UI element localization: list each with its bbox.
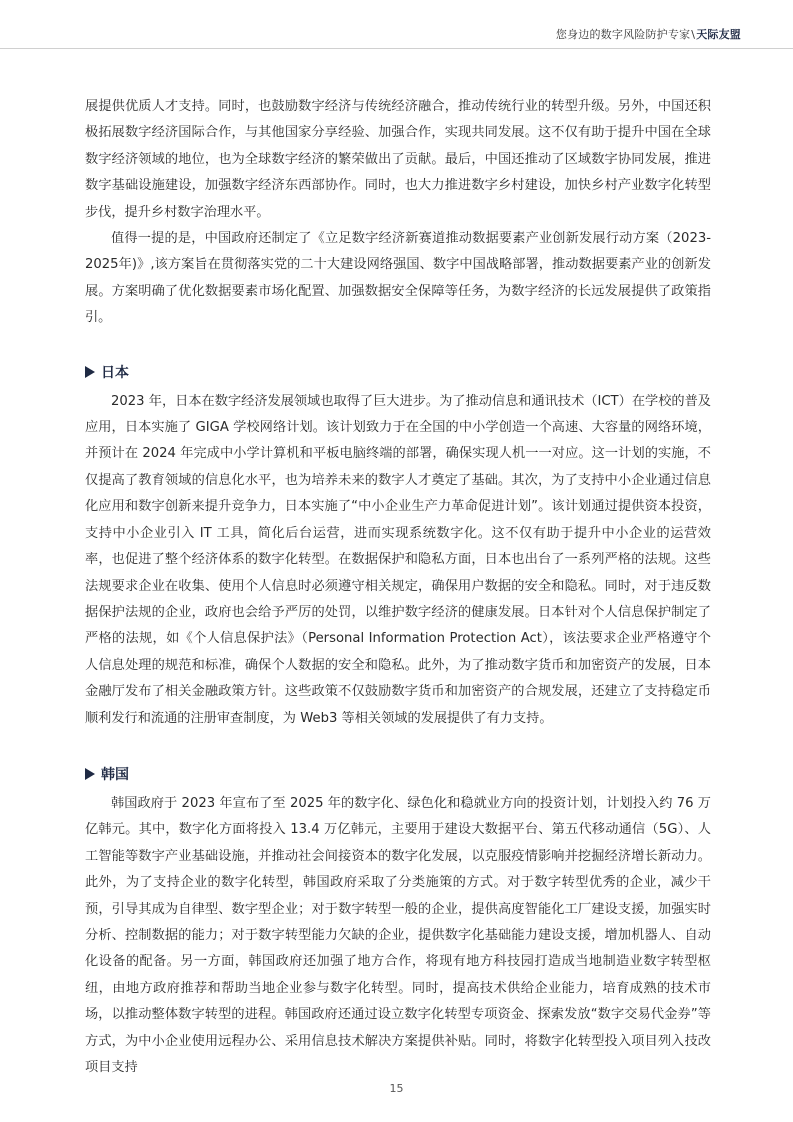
paragraph-china-continued: 展提供优质人才支持。同时，也鼓励数字经济与传统经济融合，推动传统行业的转型升级。另外，中国还积极拓展数字经济国际合作，与其他国家分享经验、加强合作，实现共同发展。这不仅有助于提升中国在全球数字经济领域的地位，也为全球数字经济的繁荣做出了贡献。最后，中国还推动了区域数字协同发展，推进数字基础设施建设，加强数字经济东西部协作。同时，也大力推进数字乡村建设，加快乡村产业数字化转型步伐，提升乡村数字治理水平。 bbox=[85, 99, 711, 220]
header-tagline: 您身边的数字风险防护专家 bbox=[555, 28, 691, 41]
page-number: 15 bbox=[389, 1082, 404, 1095]
section-heading-japan bbox=[85, 360, 711, 386]
paragraph-korea: 韩国政府于 2023 年宣布了至 2025 年的数字化、绿色化和稳就业方向的投资计划，计划投入约 76 万亿韩元。其中，数字化方面将投入 13.4 万亿韩元，主要用于建设大数据平台、第五代移动通信（5G）、人工智能等数字产业基础设施，并推动社会间接资本的数字化发展，以克服疫情影响并挖掘经济增长新动力。此外，为了支持企业的数字化转型，韩国政府采取了分类施策的方式。对于数字转型优秀的企业，减少干预，引导其成为自律型、数字型企业；对于数字转型一般的企业，提供高度智能化工厂建设支援，加强实时分析、控制数据的能力；对于数字转型能力欠缺的企业，提供数字化基础能力建设支援，增加机器人、自动化设备的配备。另一方面，韩国政府还加强了地方合作，将现有地方科技园打造成当地制造业数字转型枢纽，由地方政府推荐和帮助当地企业参与数字化转型。同时，提高技术供给企业能力，培育成熟的技术市场，以推动整体数字转型的进程。韩国政府还通过设立数字化转型专项资金、探索发放“数字交易代金券”等方式，为中小企业使用远程办公、采用信息技术解决方案提供补贴。同时，将数字化转型投入项目列入技改项目支持 bbox=[85, 795, 711, 1075]
triangle-right-icon bbox=[85, 366, 95, 378]
page-header bbox=[556, 26, 741, 42]
header-separator: \ bbox=[691, 28, 696, 41]
section-heading-korea bbox=[85, 762, 711, 788]
paragraph-china-policy: 值得一提的是，中国政府还制定了《立足数字经济新赛道推动数据要素产业创新发展行动方案（2023-2025年)》,该方案旨在贯彻落实党的二十大建设网络强国、数字中国战略部署，推动数据要素产业的创新发展。方案明确了优化数据要素市场化配置、加强数据安全保障等任务，为数字经济的长远发展提供了政策指引。 bbox=[85, 231, 711, 326]
document-body bbox=[85, 94, 711, 1081]
spacer bbox=[85, 332, 711, 360]
header-divider bbox=[0, 48, 793, 49]
paragraph-japan: 2023 年，日本在数字经济发展领域也取得了巨大进步。为了推动信息和通讯技术（ICT）在学校的普及应用，日本实施了 GIGA 学校网络计划。该计划致力于在全国的中小学创造一个高速、大容量的网络环境，并预计在 2024 年完成中小学计算机和平板电脑终端的部署，确保实现人机一一对应。这一计划的实施，不仅提高了教育领域的信息化水平，也为培养未来的数字人才奠定了基础。其次，为了支持中小企业通过信息化应用和数字创新来提升竞争力，日本实施了“中小企业生产力革命促进计划”。该计划通过提供资本投资，支持中小企业引入 IT 工具，简化后台运营，进而实现系统数字化。这不仅有助于提升中小企业的运营效率，也促进了整个经济体系的数字化转型。在数据保护和隐私方面，日本也出台了一系列严格的法规。这些法规要求企业在收集、使用个人信息时必须遵守相关规定，确保用户数据的安全和隐私。同时，对于违反数据保护法规的企业，政府也会给予严厉的处罚，以维护数字经济的健康发展。日本针对个人信息保护制定了严格的法规，如《个人信息保护法》（Personal Information Protection Act），该法要求企业严格遵守个人信息处理的规范和标准，确保个人数据的安全和隐私。此外，为了推动数字货币和加密资产的发展，日本金融厅发布了相关金融政策方针。这些政策不仅鼓励数字货币和加密资产的合规发展，还建立了支持稳定币顺利发行和流通的注册审查制度，为 Web3 等相关领域的发展提供了有力支持。 bbox=[85, 393, 711, 726]
section-heading-korea-label: 韩国 bbox=[101, 766, 129, 783]
header-brand: 天际友盟 bbox=[696, 28, 741, 41]
section-heading-japan-label: 日本 bbox=[101, 364, 129, 381]
triangle-right-icon bbox=[85, 768, 95, 780]
spacer bbox=[85, 732, 711, 762]
